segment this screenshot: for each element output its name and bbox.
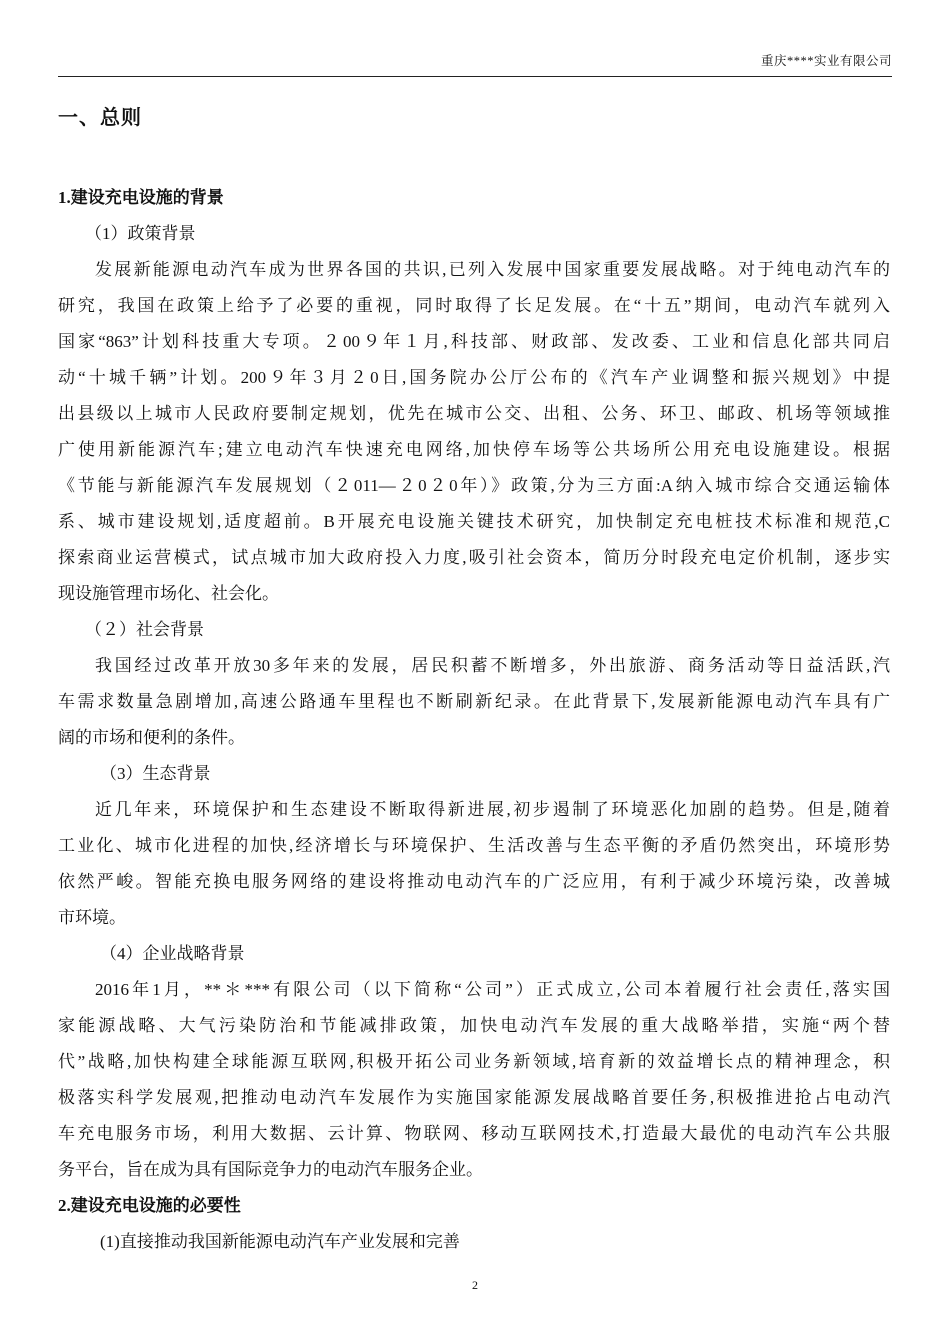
paragraph-line: 近几年来，环境保护和生态建设不断取得新进展,初步遏制了环境恶化加剧的趋势。但是,随着 xyxy=(95,800,890,819)
paragraph-line: 阔的市场和便利的条件。 xyxy=(58,728,245,747)
header-divider xyxy=(58,76,892,77)
paragraph-line: 我国经过改革开放30多年来的发展，居民积蓄不断增多，外出旅游、商务活动等日益活跃,汽 xyxy=(95,656,890,675)
paragraph-line: 出县级以上城市人民政府要制定规划，优先在城市公交、出租、公务、环卫、邮政、机场等领域推 xyxy=(58,404,890,423)
paragraph-line: 家能源战略、大气污染防治和节能减排政策，加快电动汽车发展的重大战略举措，实施“两个替 xyxy=(58,1016,890,1035)
paragraph-line: 广使用新能源汽车;建立电动汽车快速充电网络,加快停车场等公共场所公用充电设施建设。根据 xyxy=(58,440,890,459)
paragraph-line: 2016年1月，**＊***有限公司（以下简称“公司”）正式成立,公司本着履行社会责任,落实国 xyxy=(95,980,890,999)
section-heading-necessity: 2.建设充电设施的必要性 xyxy=(58,1196,241,1215)
paragraph-line: 研究，我国在政策上给予了必要的重视，同时取得了长足发展。在“十五”期间，电动汽车就列入 xyxy=(58,296,890,315)
section-heading-background: 1.建设充电设施的背景 xyxy=(58,188,224,207)
paragraph-line: 发展新能源电动汽车成为世界各国的共识,已列入发展中国家重要发展战略。对于纯电动汽车的 xyxy=(95,260,890,279)
paragraph-line: 系、城市建设规划,适度超前。B开展充电设施关键技术研究，加快制定充电桩技术标准和规范,C xyxy=(58,512,890,531)
paragraph-line: 车充电服务市场，利用大数据、云计算、物联网、移动互联网技术,打造最大最优的电动汽车公共服 xyxy=(58,1124,890,1143)
subsection-heading-ecology: （3）生态背景 xyxy=(100,764,211,783)
subsection-heading-strategy: （4）企业战略背景 xyxy=(100,944,245,963)
paragraph-line: 车需求数量急剧增加,高速公路通车里程也不断刷新纪录。在此背景下,发展新能源电动汽车具有广 xyxy=(58,692,890,711)
paragraph-line: 《节能与新能源汽车发展规划（２011—２0２0年）》政策,分为三方面:A纳入城市综合交通运输体 xyxy=(58,476,890,495)
subsection-heading-item-1: (1)直接推动我国新能源电动汽车产业发展和完善 xyxy=(100,1232,460,1251)
paragraph-line: 探索商业运营模式，试点城市加大政府投入力度,吸引社会资本，简历分时段充电定价机制，逐步实 xyxy=(58,548,890,567)
paragraph-line: 国家“863”计划科技重大专项。２00９年１月,科技部、财政部、发改委、工业和信息化部共同启 xyxy=(58,332,890,351)
paragraph-line: 极落实科学发展观,把推动电动汽车发展作为实施国家能源发展战略首要任务,积极推进抢占电动汽 xyxy=(58,1088,890,1107)
subsection-heading-social: （２）社会背景 xyxy=(85,620,204,639)
paragraph-line: 工业化、城市化进程的加快,经济增长与环境保护、生活改善与生态平衡的矛盾仍然突出，环境形势 xyxy=(58,836,890,855)
paragraph-line: 市环境。 xyxy=(58,908,126,927)
paragraph-line: 代”战略,加快构建全球能源互联网,积极开拓公司业务新领域,培育新的效益增长点的精神理念，积 xyxy=(58,1052,890,1071)
document-body xyxy=(58,180,890,1260)
chapter-title: 一、总则 xyxy=(58,107,142,129)
paragraph-line: 现设施管理市场化、社会化。 xyxy=(58,584,279,603)
header-company-name: 重庆****实业有限公司 xyxy=(760,54,892,68)
subsection-heading-policy: （1）政策背景 xyxy=(85,224,196,243)
paragraph-line: 务平台，旨在成为具有国际竞争力的电动汽车服务企业。 xyxy=(58,1160,483,1179)
page-number: 2 xyxy=(472,1278,478,1292)
paragraph-line: 依然严峻。智能充换电服务网络的建设将推动电动汽车的广泛应用，有利于减少环境污染，改善城 xyxy=(58,872,890,891)
paragraph-line: 动“十城千辆”计划。200９年３月２0日,国务院办公厅公布的《汽车产业调整和振兴规划》中提 xyxy=(58,368,890,387)
